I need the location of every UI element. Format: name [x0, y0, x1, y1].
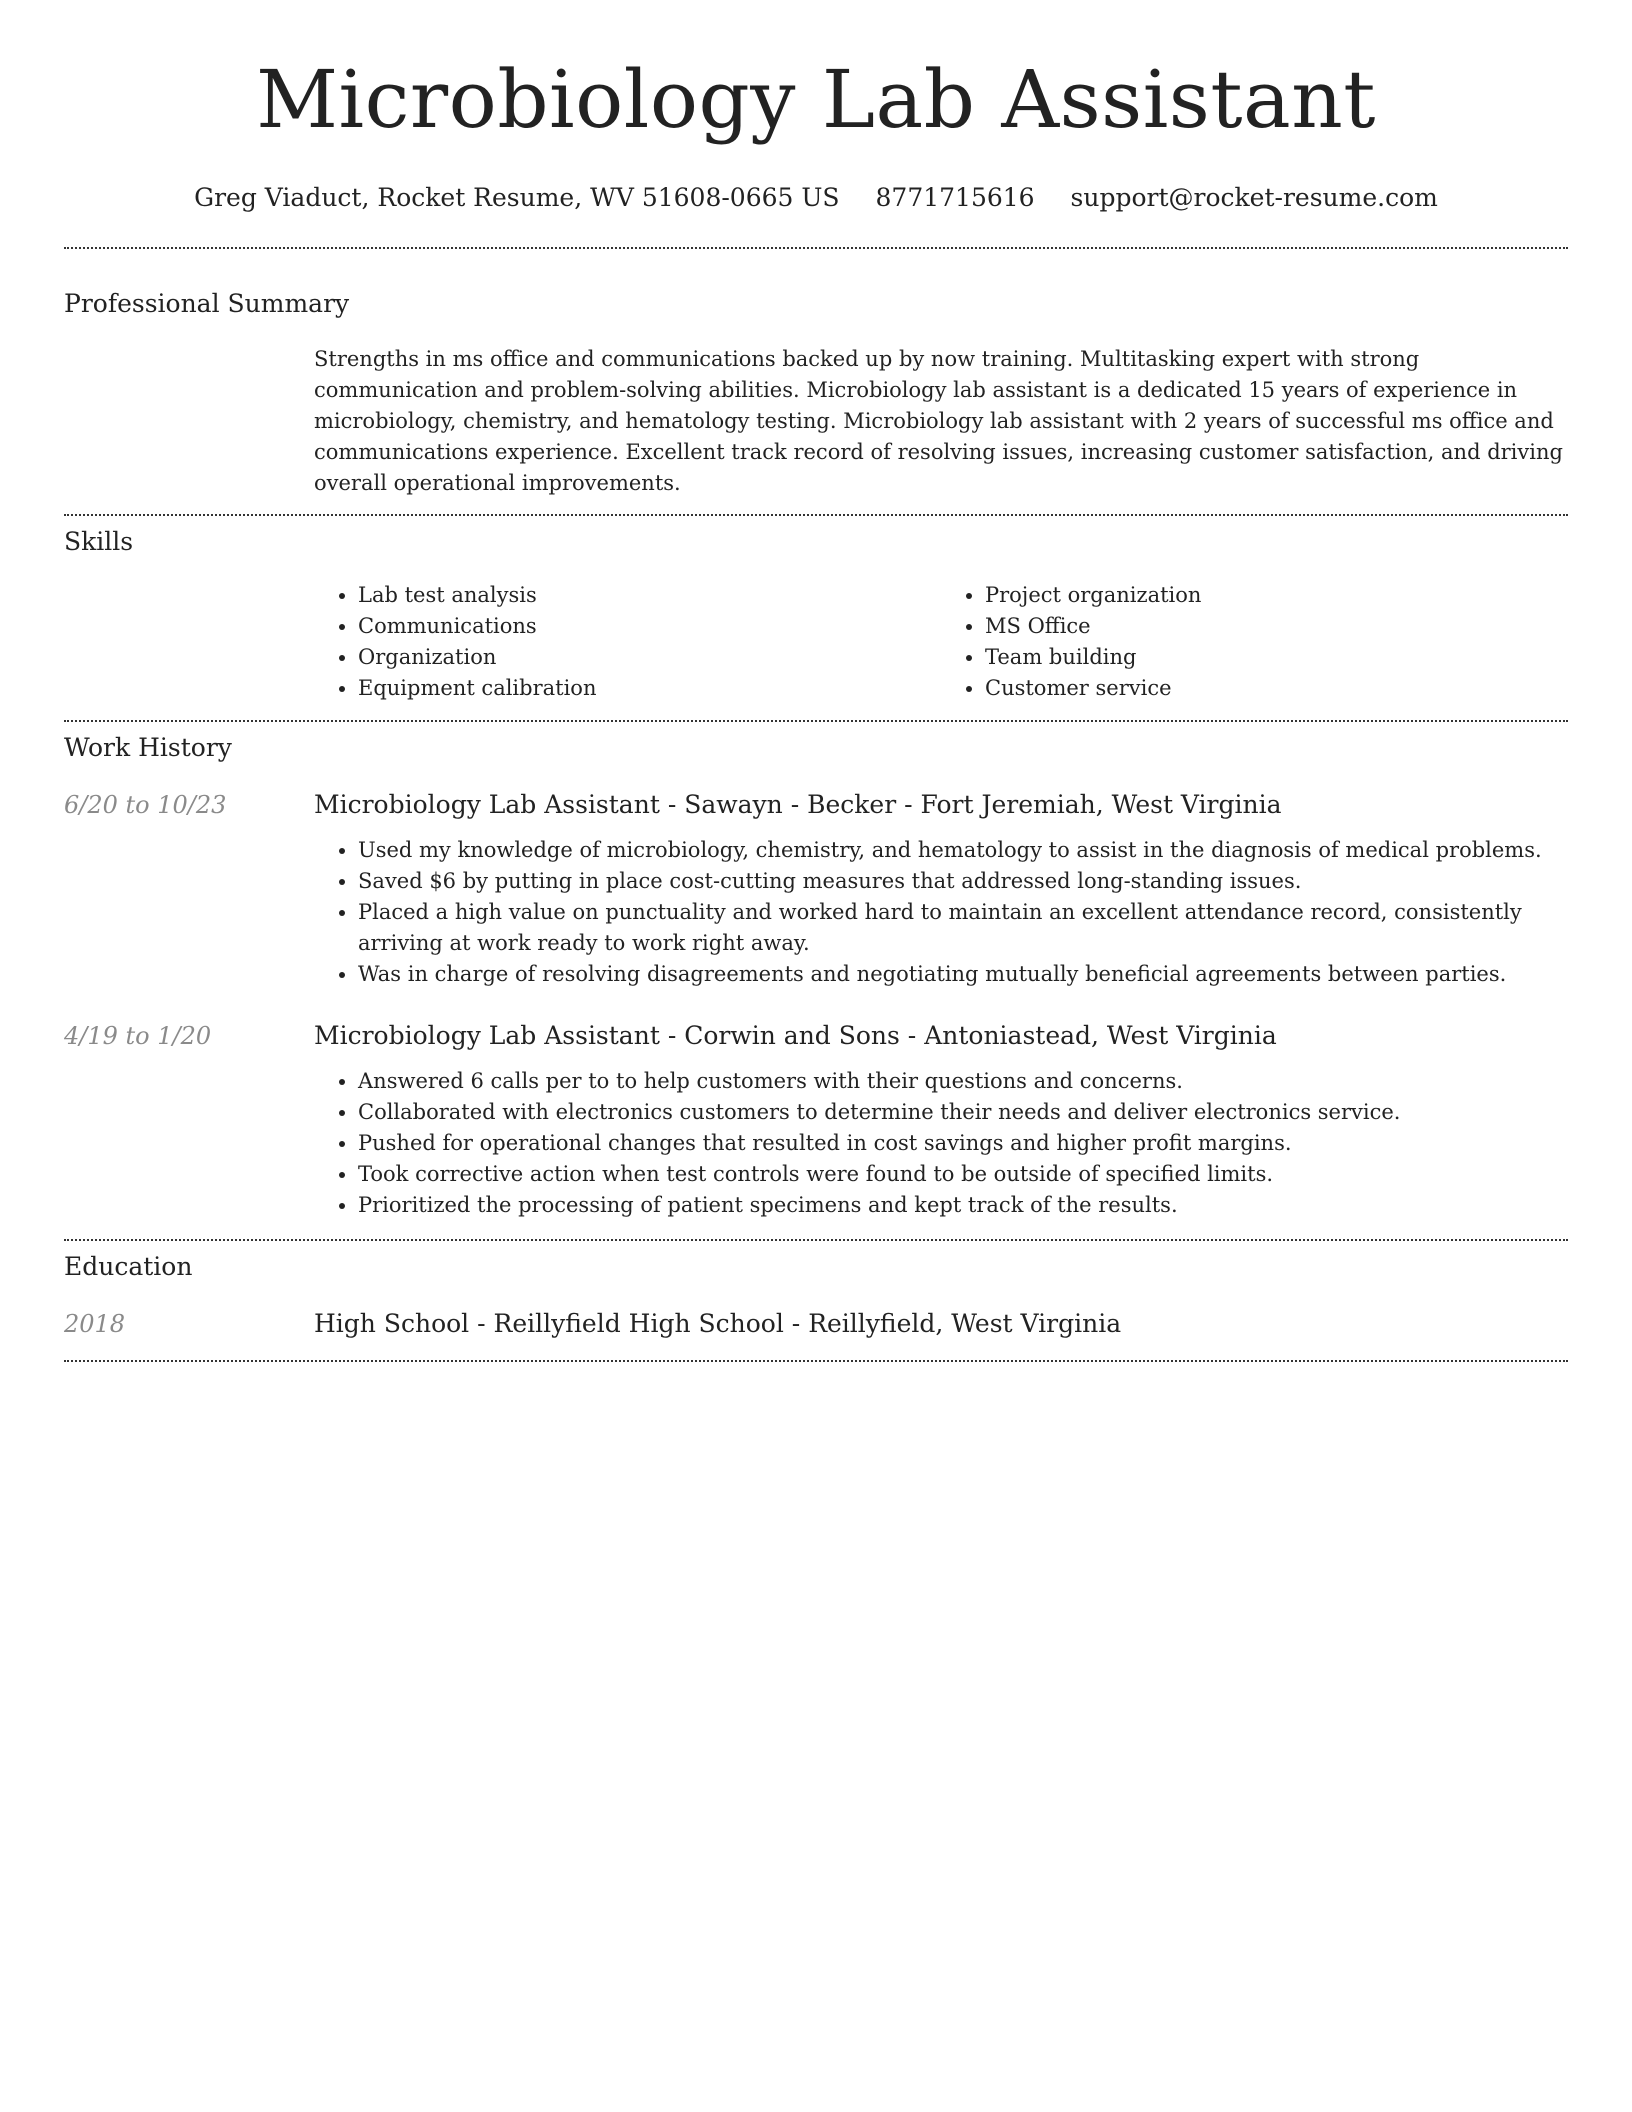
job-bullet: • Used my knowledge of microbiology, chemistry, and hematology to assist in the diagnosis of medical problems. [358, 835, 1568, 866]
skill-item: • Equipment calibration [358, 673, 941, 704]
education-year: 2018 [64, 1310, 126, 1338]
skill-item: • MS Office [985, 611, 1568, 642]
skill-item: • Organization [358, 642, 941, 673]
contact-address: Greg Viaduct, Rocket Resume, WV 51608-0665 US [194, 183, 840, 212]
job-bullet: • Answered 6 calls per to to help customers with their questions and concerns. [358, 1066, 1568, 1097]
job-bullet: • Collaborated with electronics customers to determine their needs and deliver electronics service. [358, 1097, 1568, 1128]
summary-heading: Professional Summary [64, 289, 350, 318]
summary-spacer [64, 344, 314, 499]
skill-item: • Customer service [985, 673, 1568, 704]
skill-item: • Team building [985, 642, 1568, 673]
job-bullets [314, 1066, 1568, 1221]
skill-item: • Lab test analysis [358, 580, 941, 611]
job-spacer [64, 1066, 314, 1221]
education-divider [64, 1360, 1568, 1362]
job-employer: - Sawayn - Becker - Fort Jeremiah, West Virginia [659, 790, 1282, 819]
job-bullet: • Prioritized the processing of patient specimens and kept track of the results. [358, 1190, 1568, 1221]
skills-list-left [314, 580, 941, 704]
skills-heading: Skills [64, 527, 134, 556]
job-bullet: • Took corrective action when test controls were found to be outside of specified limits. [358, 1159, 1568, 1190]
job-dates: 4/19 to 1/20 [64, 1022, 212, 1050]
summary-text: Strengths in ms office and communications backed up by now training. Multitasking expert with strong communication and problem-solving abilities. Microbiology lab assistant is a dedicated 15 years of experience in microbiology, chemistry, and hematology testing. Microbiology lab assistant with 2 years of successful ms office and communications experience. Excellent track record of resolving issues, increasing customer satisfaction, and driving overall operational improvements. [314, 347, 1563, 495]
job-heading [314, 1020, 1568, 1052]
skills-section [64, 516, 1568, 704]
contact-phone: 8771715616 [875, 183, 1035, 212]
job-entry [64, 1020, 1568, 1221]
contact-email: support@rocket-resume.com [1070, 183, 1438, 212]
job-bullet: • Placed a high value on punctuality and worked hard to maintain an excellent attendance record, consistently arriving at work ready to work right away. [358, 897, 1568, 959]
education-heading: Education [64, 1252, 193, 1281]
job-role: Microbiology Lab Assistant [314, 1021, 660, 1050]
job-heading [314, 789, 1568, 821]
job-entry [64, 789, 1568, 990]
education-section [64, 1241, 1568, 1340]
skills-list-right [941, 580, 1568, 704]
job-role: Microbiology Lab Assistant [314, 790, 660, 819]
skill-item: • Project organization [985, 580, 1568, 611]
education-school: - Reillyfield High School - Reillyfield, West Virginia [469, 1309, 1122, 1338]
skills-spacer [64, 580, 314, 704]
job-employer: - Corwin and Sons - Antoniastead, West Virginia [659, 1021, 1277, 1050]
job-spacer [64, 835, 314, 990]
job-dates: 6/20 to 10/23 [64, 791, 227, 819]
job-bullet: • Was in charge of resolving disagreements and negotiating mutually beneficial agreements between parties. [358, 959, 1568, 990]
resume-title: Microbiology Lab Assistant [256, 53, 1376, 146]
job-bullet: • Pushed for operational changes that resulted in cost savings and higher profit margins. [358, 1128, 1568, 1159]
work-heading: Work History [64, 733, 232, 762]
contact-line [64, 182, 1568, 214]
skill-item: • Communications [358, 611, 941, 642]
job-bullets [314, 835, 1568, 990]
skills-grid [314, 580, 1568, 704]
education-heading-line [314, 1308, 1568, 1340]
summary-section [64, 249, 1568, 499]
job-bullet: • Saved $6 by putting in place cost-cutting measures that addressed long-standing issues. [358, 866, 1568, 897]
work-section [64, 722, 1568, 1221]
education-degree: High School [314, 1309, 470, 1338]
